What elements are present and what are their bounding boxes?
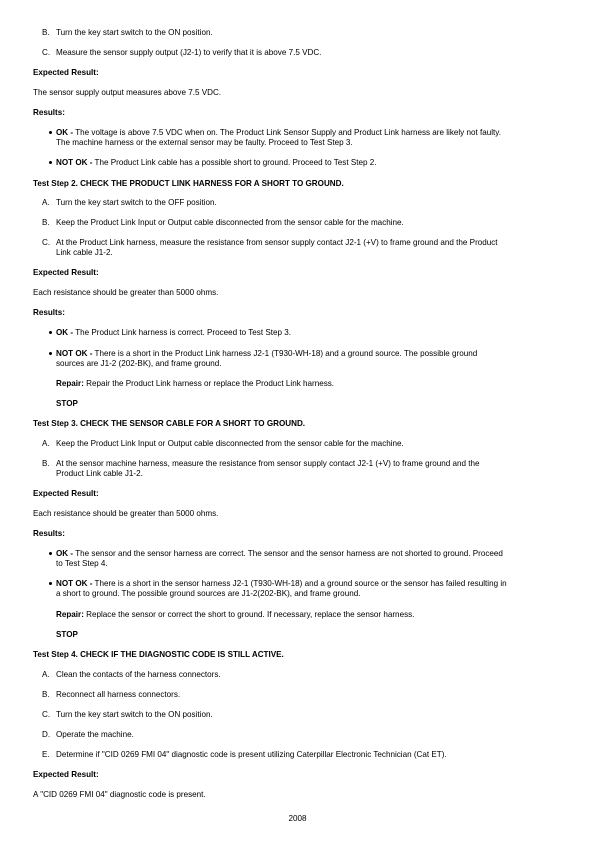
- step4-c-marker: C.: [42, 710, 51, 719]
- step1-b-text: Turn the key start switch to the ON position.: [56, 28, 213, 37]
- step4-b-text: Reconnect all harness connectors.: [56, 690, 181, 699]
- step4-e-marker: E.: [42, 750, 50, 759]
- step1-expected-text: The sensor supply output measures above 7.5 VDC.: [33, 88, 222, 97]
- step4-heading: Test Step 4. CHECK IF THE DIAGNOSTIC CODE IS STILL ACTIVE.: [33, 650, 284, 659]
- step4-a-text: Clean the contacts of the harness connectors.: [56, 670, 221, 679]
- step2-heading: Test Step 2. CHECK THE PRODUCT LINK HARNESS FOR A SHORT TO GROUND.: [33, 179, 344, 188]
- step4-a-marker: A.: [42, 670, 50, 679]
- step3-expected-heading: Expected Result:: [33, 489, 99, 498]
- step2-results-heading: Results:: [33, 308, 65, 317]
- step1-notok-line1: NOT OK - The Product Link cable has a possible short to ground. Proceed to Test Step 2.: [56, 158, 377, 167]
- step3-results-heading: Results:: [33, 529, 65, 538]
- step2-notok-line2: sources are J1-2 (202-BK), and frame ground.: [56, 359, 222, 368]
- step3-b-line2: Product Link cable J1-2.: [56, 469, 143, 478]
- step3-heading: Test Step 3. CHECK THE SENSOR CABLE FOR A SHORT TO GROUND.: [33, 419, 306, 428]
- step2-c-line2: Link cable J1-2.: [56, 248, 113, 257]
- step2-a-text: Turn the key start switch to the OFF position.: [56, 198, 217, 207]
- step4-c-text: Turn the key start switch to the ON position.: [56, 710, 213, 719]
- step4-expected-heading: Expected Result:: [33, 770, 99, 779]
- bullet-icon: [49, 131, 52, 134]
- step3-a-marker: A.: [42, 439, 50, 448]
- step2-b-marker: B.: [42, 218, 50, 227]
- bullet-icon: [49, 161, 52, 164]
- step3-expected-text: Each resistance should be greater than 5000 ohms.: [33, 509, 219, 518]
- step3-b-marker: B.: [42, 459, 50, 468]
- step3-stop: STOP: [56, 630, 78, 639]
- step3-a-text: Keep the Product Link Input or Output cable disconnected from the sensor cable for the machine.: [56, 439, 404, 448]
- step3-notok-line2: a short to ground. The possible ground sources are J1-2(202-BK), and frame ground.: [56, 589, 361, 598]
- bullet-icon: [49, 552, 52, 555]
- step3-ok-line2: to Test Step 4.: [56, 559, 108, 568]
- step2-b-text: Keep the Product Link Input or Output cable disconnected from the sensor cable for the machine.: [56, 218, 404, 227]
- step1-c-text: Measure the sensor supply output (J2-1) to verify that it is above 7.5 VDC.: [56, 48, 322, 57]
- step4-e-text: Determine if "CID 0269 FMI 04" diagnostic code is present utilizing Caterpillar Electronic Technician (Cat ET).: [56, 750, 447, 759]
- step3-notok-line1: NOT OK - There is a short in the sensor harness J2-1 (T930-WH-18) and a ground source or the sensor has failed resulting in: [56, 579, 507, 588]
- bullet-icon: [49, 352, 52, 355]
- step4-d-marker: D.: [42, 730, 51, 739]
- step1-c-marker: C.: [42, 48, 51, 57]
- bullet-icon: [49, 331, 52, 334]
- step2-c-line1: At the Product Link harness, measure the resistance from sensor supply contact J2-1 (+V) to frame ground and the Product: [56, 238, 498, 247]
- step3-ok-line1: OK - The sensor and the sensor harness are correct. The sensor and the sensor harness are not shorted to ground. Proceed: [56, 549, 503, 558]
- step1-expected-heading: Expected Result:: [33, 68, 99, 77]
- step2-notok-line1: NOT OK - There is a short in the Product Link harness J2-1 (T930-WH-18) and a ground source. The possible ground: [56, 349, 478, 358]
- step2-ok-line1: OK - The Product Link harness is correct. Proceed to Test Step 3.: [56, 328, 291, 337]
- step4-d-text: Operate the machine.: [56, 730, 134, 739]
- step2-c-marker: C.: [42, 238, 51, 247]
- step2-a-marker: A.: [42, 198, 50, 207]
- step4-expected-text: A "CID 0269 FMI 04" diagnostic code is present.: [33, 790, 206, 799]
- step1-ok-line1: OK - The voltage is above 7.5 VDC when on. The Product Link Sensor Supply and Product Link harness are likely not faulty.: [56, 128, 501, 137]
- step3-b-line1: At the sensor machine harness, measure the resistance from sensor supply contact J2-1 (+V) to frame ground and the: [56, 459, 480, 468]
- step2-expected-heading: Expected Result:: [33, 268, 99, 277]
- step1-ok-line2: The machine harness or the external sensor may be faulty. Proceed to Test Step 3.: [56, 138, 353, 147]
- bullet-icon: [49, 582, 52, 585]
- step2-expected-text: Each resistance should be greater than 5000 ohms.: [33, 288, 219, 297]
- step3-repair: Repair: Replace the sensor or correct the short to ground. If necessary, replace the sensor harness.: [56, 610, 415, 619]
- page-number: 2008: [288, 814, 307, 823]
- step2-repair: Repair: Repair the Product Link harness or replace the Product Link harness.: [56, 379, 335, 388]
- step4-b-marker: B.: [42, 690, 50, 699]
- step1-results-heading: Results:: [33, 108, 65, 117]
- step1-b-marker: B.: [42, 28, 50, 37]
- step2-stop: STOP: [56, 399, 78, 408]
